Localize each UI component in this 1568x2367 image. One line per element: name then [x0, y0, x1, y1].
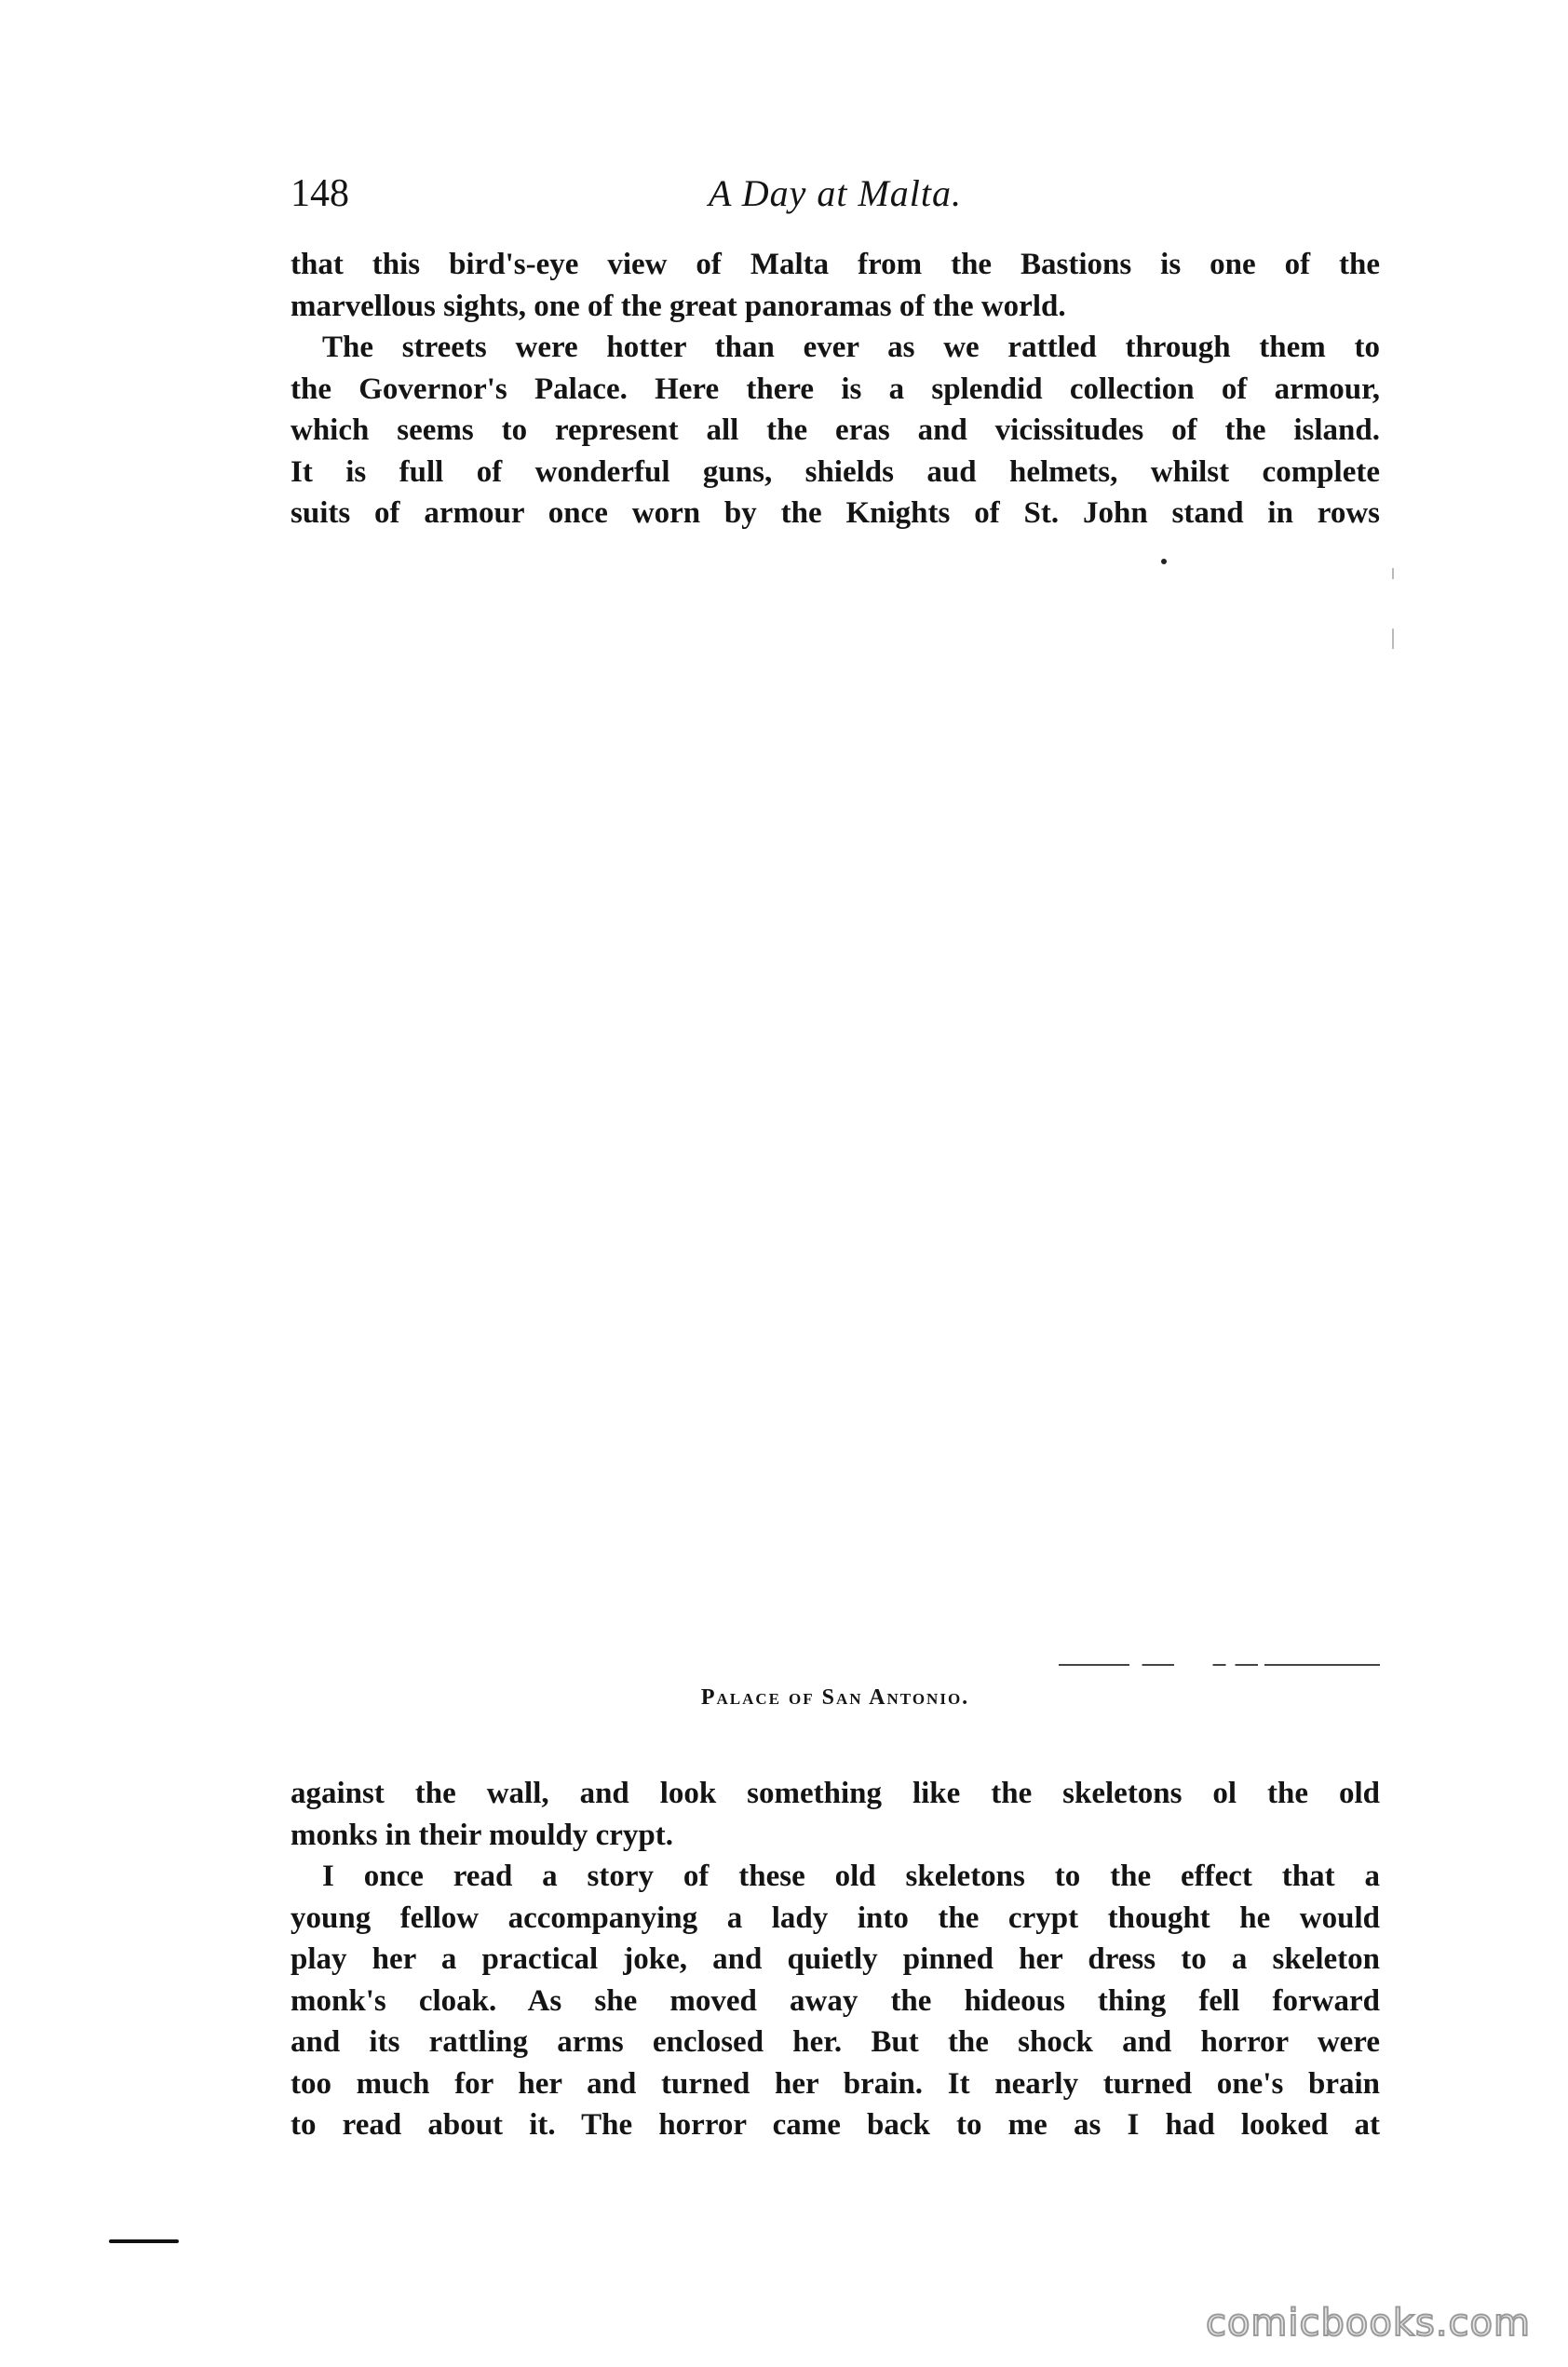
text-line: I once read a story of these old skeletons to the effect that a — [322, 1860, 1380, 1893]
text-block-top — [291, 244, 1380, 534]
plate-mark — [1161, 559, 1167, 564]
text-line: suits of armour once worn by the Knights of St. John stand in rows — [291, 496, 1380, 530]
plate-tick — [1392, 568, 1394, 579]
plate-border-rule — [1059, 1664, 1380, 1666]
text-line: The streets were hotter than ever as we rattled through them to — [322, 331, 1380, 364]
text-line: which seems to represent all the eras and vicissitudes of the island. — [291, 413, 1380, 447]
text-line: monk's cloak. As she moved away the hideous thing fell forward — [291, 1983, 1380, 2018]
plate-tick — [1392, 629, 1394, 649]
text-line: that this bird's-eye view of Malta from the Bastions is one of the — [291, 248, 1380, 281]
text-line: too much for her and turned her brain. It nearly turned one's brain — [291, 2066, 1380, 2101]
text-line: marvellous sights, one of the great panoramas of the world. — [291, 289, 1066, 323]
text-line: monks in their mouldy crypt. — [291, 1818, 674, 1852]
text-block-bottom — [291, 1773, 1380, 2146]
running-head — [291, 166, 1380, 222]
watermark-logo: comicbooks.com — [1205, 2302, 1531, 2345]
margin-mark — [109, 2239, 179, 2243]
text-line: young fellow accompanying a lady into the crypt thought he would — [291, 1900, 1380, 1935]
text-line: play her a practical joke, and quietly pinned her dress to a skeleton — [291, 1942, 1380, 1976]
text-line: against the wall, and look something like the skeletons ol the old — [291, 1777, 1380, 1810]
text-line: to read about it. The horror came back to me as I had looked at — [291, 2108, 1380, 2142]
running-title: A Day at Malta. — [708, 172, 962, 214]
page-number: 148 — [291, 172, 349, 215]
plate-illustration-area — [291, 559, 1380, 1667]
text-line: and its rattling arms enclosed her. But the shock and horror were — [291, 2025, 1380, 2059]
plate-caption: Palace of San Antonio. — [700, 1685, 970, 1710]
text-line: the Governor's Palace. Here there is a splendid collection of armour, — [291, 372, 1380, 406]
text-line: It is full of wonderful guns, shields aud helmets, whilst complete — [291, 454, 1380, 489]
